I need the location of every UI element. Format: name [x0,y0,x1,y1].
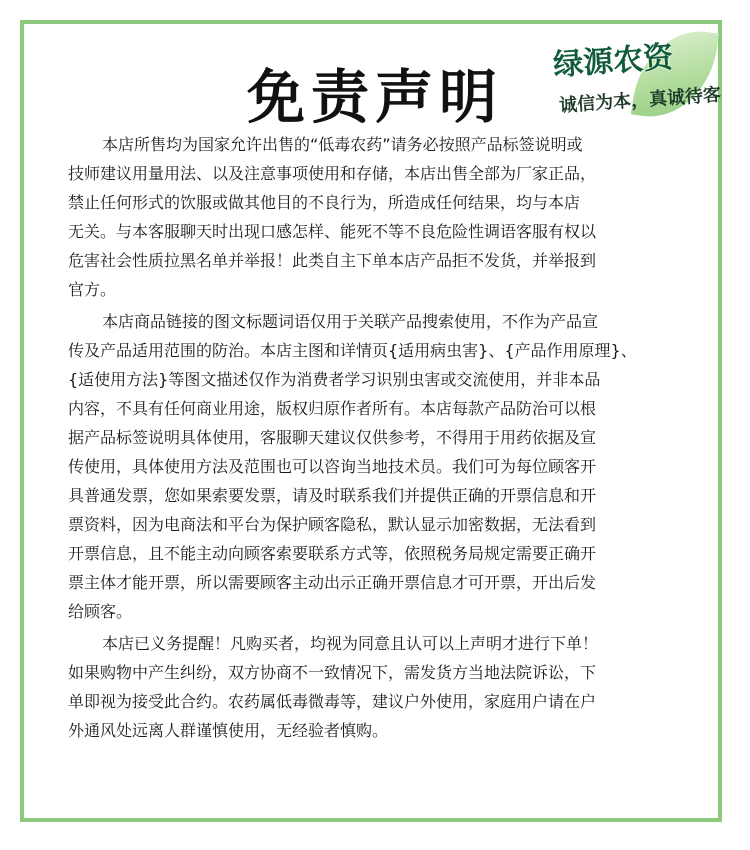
paragraph-line: 外通风处远离人群谨慎使用，无经验者慎购。 [68,721,389,740]
paragraph-line: {适使用方法}等图文描述仅作为消费者学习识别虫害或交流使用，并非本品 [68,370,601,389]
paragraph-line: 票资料，因为电商法和平台为保护顾客隐私，默认显示加密数据，无法看到 [68,515,597,534]
paragraph-line: 危害社会性质拉黑名单并举报！此类自主下单本店产品拒不发货，并举报到 [68,251,597,270]
paragraph-line: 本店所售均为国家允许出售的“低毒农药”请务必按照产品标签说明或 [102,135,583,154]
logo-name: 绿源农资 [552,39,675,84]
paragraph-line: 给顾客。 [68,602,133,621]
paragraph-line: 技师建议用量用法、以及注意事项使用和存储，本店出售全部为厂家正品， [68,164,597,183]
paragraph-line: 据产品标签说明具体使用，客服聊天建议仅供参考，不得用于用药依据及宣 [68,428,597,447]
paragraph-line: 内容，不具有任何商业用途，版权归原作者所有。本店每款产品防治可以根 [68,399,597,418]
page-title: 免责声明 [246,63,503,131]
logo [545,30,725,120]
paragraph-3 [68,629,668,745]
paragraph-line: 传使用，具体使用方法及范围也可以咨询当地技术员。我们可为每位顾客开 [68,457,597,476]
paragraph-line: 禁止任何形式的饮服或做其他目的不良行为，所造成任何结果，均与本店 [68,193,581,212]
paragraph-line: 本店已义务提醒！凡购买者，均视为同意且认可以上声明才进行下单！ [102,634,599,653]
paragraph-line: 具普通发票，您如果索要发票，请及时联系我们并提供正确的开票信息和开 [68,486,597,505]
paragraph-line: 无关。与本客服聊天时出现口感怎样、能死不等不良危险性调语客服有权以 [68,222,597,241]
paragraph-line: 传及产品适用范围的防治。本店主图和详情页{适用病虫害}、{产品作用原理}、 [68,341,637,360]
paragraph-line: 官方。 [68,280,117,299]
paragraph-line: 开票信息，且不能主动向顾客索要联系方式等，依照税务局规定需要正确开 [68,544,597,563]
logo-slogan: 诚信为本，真诚待客 [558,84,722,117]
paragraph-2 [68,307,668,626]
paragraph-line: 单即视为接受此合约。农药属低毒微毒等，建议户外使用，家庭用户请在户 [68,692,597,711]
paragraph-1 [68,130,668,304]
disclaimer-body [68,130,668,748]
paragraph-line: 本店商品链接的图文标题词语仅用于关联产品搜索使用，不作为产品宣 [102,312,599,331]
paragraph-line: 如果购物中产生纠纷，双方协商不一致情况下，需发货方当地法院诉讼，下 [68,663,597,682]
paragraph-line: 票主体才能开票，所以需要顾客主动出示正确开票信息才可开票，开出后发 [68,573,597,592]
